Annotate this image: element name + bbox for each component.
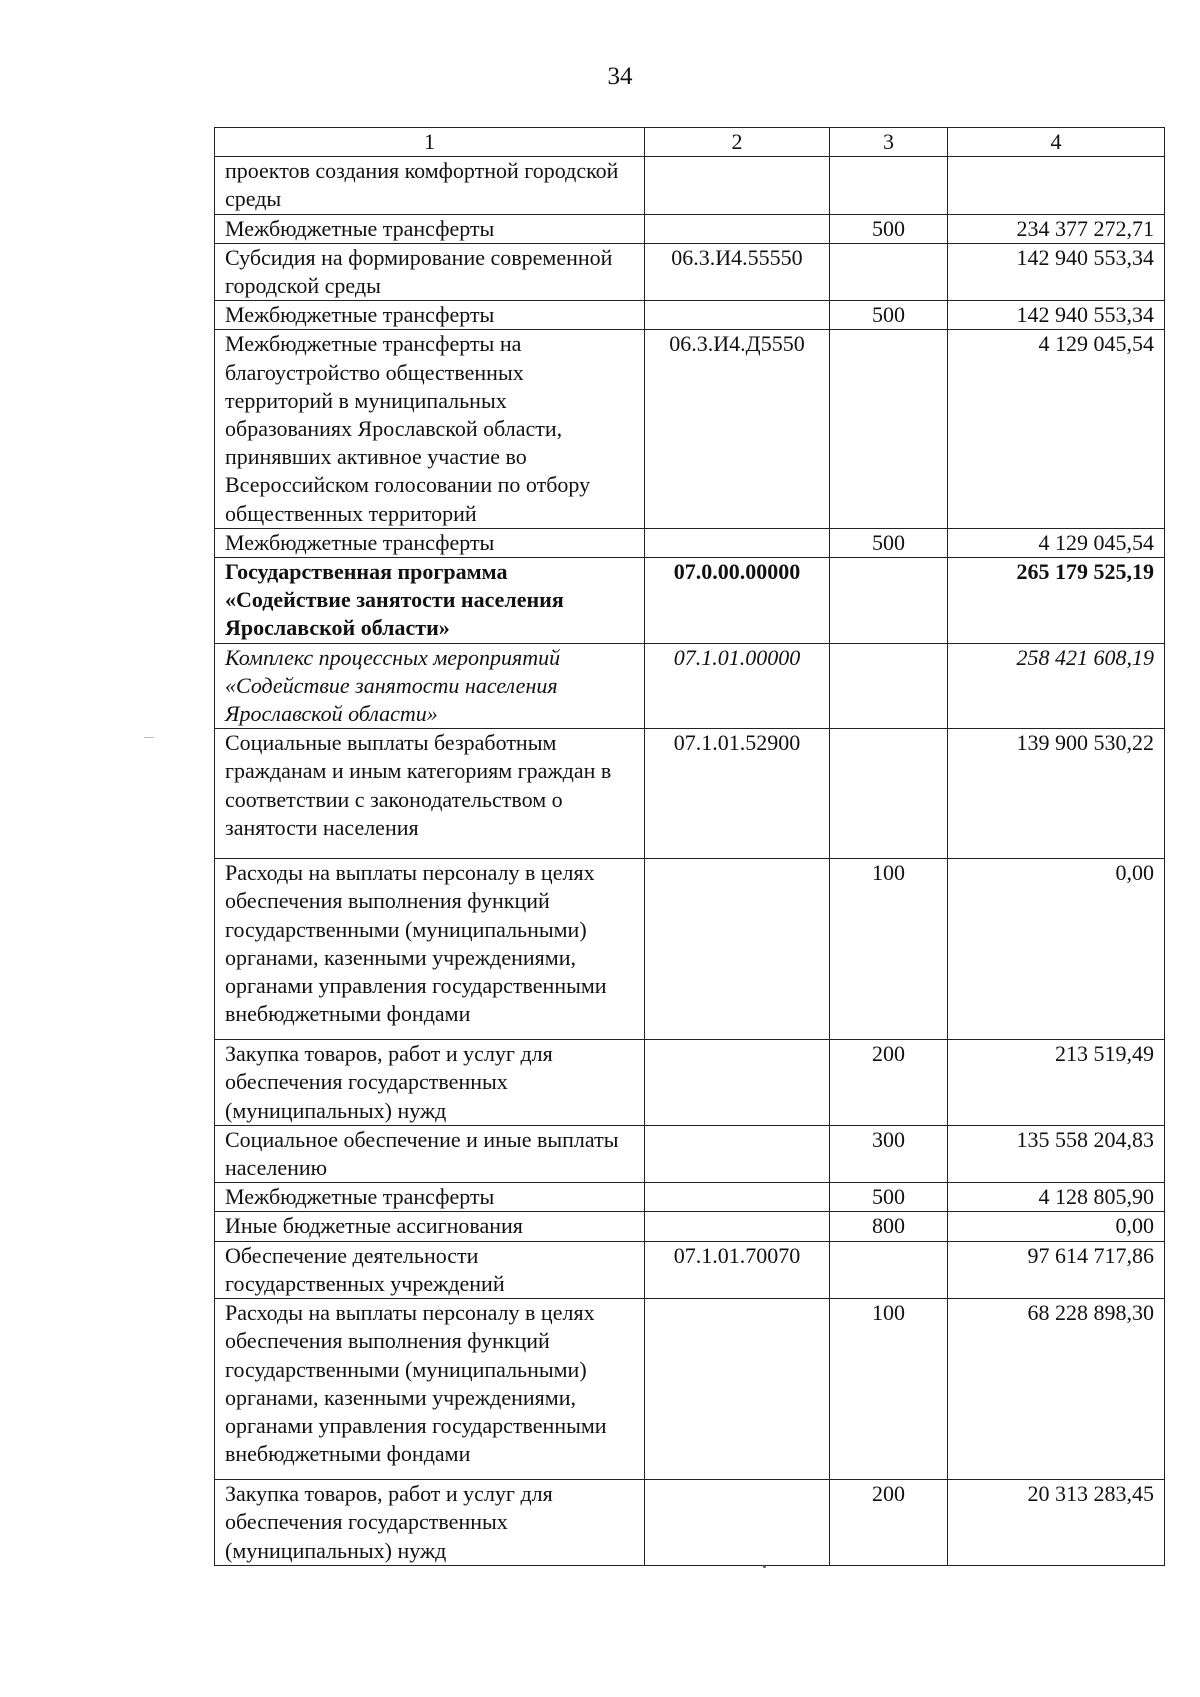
table-row [215,1040,1165,1126]
row-amount-cell: 142 940 553,34 [948,301,1165,330]
row-expense-type-cell: 300 [830,1125,948,1182]
row-amount-cell: 265 179 525,19 [948,558,1165,644]
row-amount-cell: 4 128 805,90 [948,1183,1165,1212]
budget-table [214,127,1165,1566]
row-code-cell [645,1299,830,1480]
row-name-cell: Межбюджетные трансферты [215,301,645,330]
row-expense-type-cell: 500 [830,214,948,243]
row-expense-type-cell: 100 [830,859,948,1040]
row-name-cell: Государственная программа «Содействие занятости населения Ярославской области» [215,558,645,644]
row-code-cell [645,859,830,1040]
table-row [215,528,1165,557]
row-name-cell: проектов создания комфортной городской среды [215,157,645,214]
row-amount-cell: 142 940 553,34 [948,243,1165,300]
row-name-cell: Иные бюджетные ассигнования [215,1212,645,1241]
row-code-cell: 07.1.01.70070 [645,1241,830,1298]
column-header-3: 3 [830,128,948,157]
table-row [215,1125,1165,1182]
row-amount-cell: 234 377 272,71 [948,214,1165,243]
row-code-cell: 07.1.01.52900 [645,729,830,859]
scan-margin-mark [144,737,154,738]
row-name-cell: Комплекс процессных мероприятий «Содействие занятости населения Ярославской области» [215,643,645,729]
row-name-cell: Субсидия на формирование современной городской среды [215,243,645,300]
row-code-cell: 06.3.И4.Д5550 [645,330,830,528]
row-amount-cell: 0,00 [948,1212,1165,1241]
row-expense-type-cell [830,243,948,300]
table-body [215,157,1165,1566]
row-code-cell [645,214,830,243]
row-expense-type-cell [830,1241,948,1298]
row-name-cell: Закупка товаров, работ и услуг для обеспечения государственных (муниципальных) нужд [215,1040,645,1126]
table-row [215,1299,1165,1480]
table-row [215,859,1165,1040]
row-name-cell: Межбюджетные трансферты [215,1183,645,1212]
table-row [215,243,1165,300]
column-header-4: 4 [948,128,1165,157]
row-amount-cell: 0,00 [948,859,1165,1040]
table-row [215,729,1165,859]
row-name-cell: Межбюджетные трансферты [215,214,645,243]
row-amount-cell: 135 558 204,83 [948,1125,1165,1182]
row-code-cell: 07.1.01.00000 [645,643,830,729]
table-row [215,1241,1165,1298]
row-code-cell [645,1212,830,1241]
row-code-cell [645,1183,830,1212]
row-amount-cell: 258 421 608,19 [948,643,1165,729]
table-row [215,643,1165,729]
row-name-cell: Расходы на выплаты персоналу в целях обеспечения выполнения функций государственными (муниципальными) органами, казенными учреждениями, органами управления государственными внебюджетными фондами [215,1299,645,1480]
row-expense-type-cell: 200 [830,1040,948,1126]
row-expense-type-cell: 200 [830,1480,948,1566]
page-number: 34 [607,63,633,90]
column-header-1: 1 [215,128,645,157]
row-expense-type-cell [830,729,948,859]
row-expense-type-cell [830,643,948,729]
row-name-cell: Расходы на выплаты персоналу в целях обеспечения выполнения функций государственными (муниципальными) органами, казенными учреждениями, органами управления государственными внебюджетными фондами [215,859,645,1040]
row-name-cell: Закупка товаров, работ и услуг для обеспечения государственных (муниципальных) нужд [215,1480,645,1566]
row-amount-cell: 97 614 717,86 [948,1241,1165,1298]
table-row [215,301,1165,330]
row-expense-type-cell: 500 [830,528,948,557]
row-expense-type-cell: 100 [830,1299,948,1480]
row-amount-cell: 139 900 530,22 [948,729,1165,859]
table-row [215,157,1165,214]
row-code-cell [645,528,830,557]
row-code-cell [645,301,830,330]
row-expense-type-cell [830,558,948,644]
row-code-cell [645,1040,830,1126]
row-code-cell [645,157,830,214]
row-code-cell: 07.0.00.00000 [645,558,830,644]
row-name-cell: Социальное обеспечение и иные выплаты населению [215,1125,645,1182]
column-header-2: 2 [645,128,830,157]
table-row [215,1480,1165,1566]
table-header-row [215,128,1165,157]
row-amount-cell: 213 519,49 [948,1040,1165,1126]
row-amount-cell: 68 228 898,30 [948,1299,1165,1480]
row-expense-type-cell: 500 [830,1183,948,1212]
table-row [215,1183,1165,1212]
row-expense-type-cell: 500 [830,301,948,330]
row-code-cell: 06.3.И4.55550 [645,243,830,300]
row-name-cell: Межбюджетные трансферты [215,528,645,557]
row-code-cell [645,1480,830,1566]
row-amount-cell: 20 313 283,45 [948,1480,1165,1566]
table-row [215,1212,1165,1241]
row-code-cell [645,1125,830,1182]
scan-speck [763,1565,766,1568]
row-name-cell: Межбюджетные трансферты на благоустройство общественных территорий в муниципальных образованиях Ярославской области, принявших активное участие во Всероссийском голосовании по отбору общественных территорий [215,330,645,528]
row-expense-type-cell [830,157,948,214]
row-amount-cell: 4 129 045,54 [948,528,1165,557]
row-expense-type-cell [830,330,948,528]
table-row [215,558,1165,644]
table-row [215,214,1165,243]
row-amount-cell: 4 129 045,54 [948,330,1165,528]
row-name-cell: Социальные выплаты безработным гражданам и иным категориям граждан в соответствии с законодательством о занятости населения [215,729,645,859]
row-expense-type-cell: 800 [830,1212,948,1241]
row-name-cell: Обеспечение деятельности государственных учреждений [215,1241,645,1298]
table-row [215,330,1165,528]
row-amount-cell [948,157,1165,214]
